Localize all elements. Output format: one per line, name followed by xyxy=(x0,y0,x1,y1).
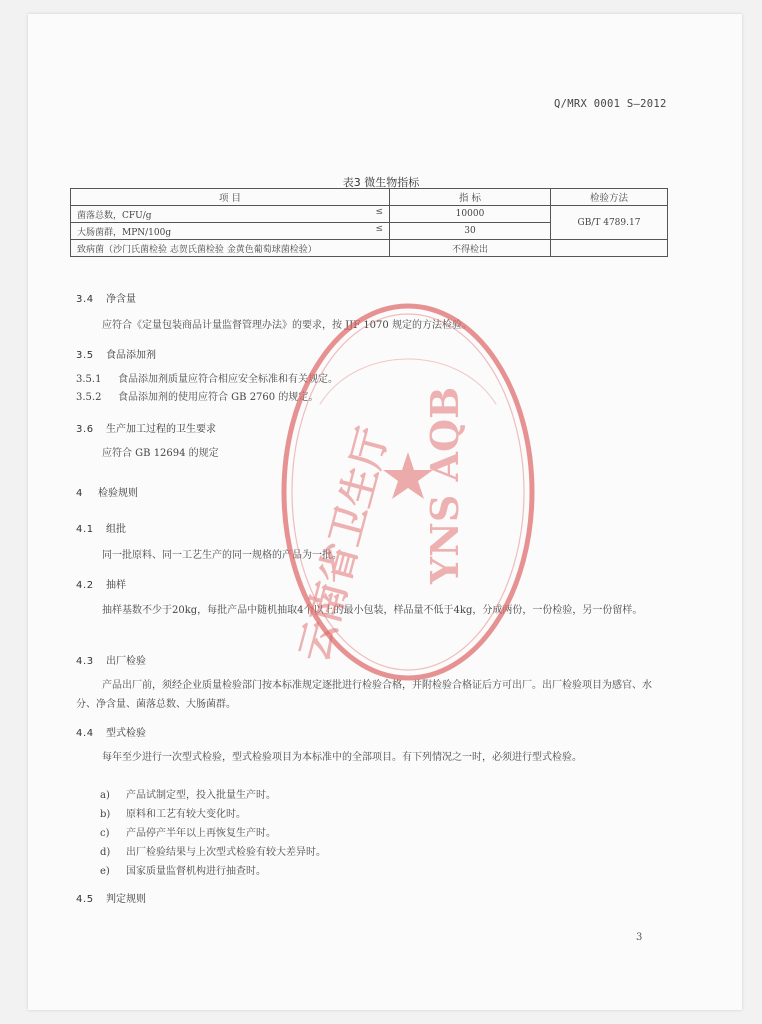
section-heading-4-3: 4.3 出厂检验 xyxy=(76,656,146,667)
section-heading-4-2: 4.2 抽样 xyxy=(76,580,126,591)
list-item: b) 原料和工艺有较大变化时。 xyxy=(100,809,246,820)
list-item: d) 出厂检验结果与上次型式检验有较大差异时。 xyxy=(100,847,326,858)
list-item: e) 国家质量监督机构进行抽查时。 xyxy=(100,866,266,877)
section-heading-4-4: 4.4 型式检验 xyxy=(76,728,146,739)
table-cell-empty xyxy=(551,240,668,257)
section-heading-4: 4 检验规则 xyxy=(76,488,138,499)
section-text-4-4: 每年至少进行一次型式检验，型式检验项目为本标准中的全部项目。有下列情况之一时，必须进行型式检验。 xyxy=(102,752,582,763)
table-header-row xyxy=(71,189,668,206)
section-heading-4-5: 4.5 判定规则 xyxy=(76,894,146,905)
table-row xyxy=(71,206,668,223)
section-text-4-2: 抽样基数不少于20kg，每批产品中随机抽取4个以上的最小包装，样品量不低于4kg，分成两份，一份检验，另一份留样。 xyxy=(102,605,643,616)
table-cell-value: 10000 xyxy=(390,206,551,223)
table-cell-value: 30 xyxy=(390,223,551,240)
table-row xyxy=(71,240,668,257)
item-name: 大肠菌群，MPN/100g xyxy=(77,227,172,238)
standard-code: Q/MRX 0001 S—2012 xyxy=(554,98,667,110)
item-name: 致病菌（沙门氏菌检验 志贺氏菌检验 金黄色葡萄球菌检验） xyxy=(77,244,317,255)
table-cell-item xyxy=(71,240,390,257)
section-text-4-3: 产品出厂前，须经企业质量检验部门按本标准规定逐批进行检验合格，并附检验合格证后方可出厂。出厂检验项目为感官、水分、净含量、菌落总数、大肠菌群。 xyxy=(76,680,652,710)
section-text-3-6: 应符合 GB 12694 的规定 xyxy=(102,448,219,459)
microbiological-spec-table xyxy=(70,188,668,257)
clause-3-5-2: 3.5.2 食品添加剂的使用应符合 GB 2760 的规定。 xyxy=(76,392,319,403)
table-cell-item xyxy=(71,206,390,223)
section-heading-3-6: 3.6 生产加工过程的卫生要求 xyxy=(76,424,216,435)
table-title: 表3 微生物指标 xyxy=(342,176,420,189)
table-cell-item xyxy=(71,223,390,240)
column-header-item: 项 目 xyxy=(71,189,390,206)
column-header-index: 指 标 xyxy=(390,189,551,206)
official-seal-stamp xyxy=(268,284,548,704)
item-name: 菌落总数，CFU/g xyxy=(77,210,152,221)
list-item: c) 产品停产半年以上再恢复生产时。 xyxy=(100,828,276,839)
svg-text:YNS AQB: YNS AQB xyxy=(422,386,467,584)
column-header-method: 检验方法 xyxy=(551,189,668,206)
section-text-4-1: 同一批原料、同一工艺生产的同一规格的产品为一批。 xyxy=(102,550,342,561)
item-sign: ≤ xyxy=(375,207,383,217)
table-cell-method: GB/T 4789.17 xyxy=(551,206,668,240)
item-sign: ≤ xyxy=(375,224,383,234)
svg-text:云南省卫生厅: 云南省卫生厅 xyxy=(290,422,398,667)
section-text-3-4: 应符合《定量包装商品计量监督管理办法》的要求，按 JJF 1070 规定的方法检验。 xyxy=(102,320,472,331)
clause-3-5-1: 3.5.1 食品添加剂质量应符合相应安全标准和有关规定。 xyxy=(76,374,338,385)
page-number: 3 xyxy=(636,932,643,943)
section-heading-3-5: 3.5 食品添加剂 xyxy=(76,350,156,361)
section-heading-4-1: 4.1 组批 xyxy=(76,524,126,535)
list-item: a) 产品试制定型，投入批量生产时。 xyxy=(100,790,276,801)
table-cell-value: 不得检出 xyxy=(390,240,551,257)
section-heading-3-4: 3.4 净含量 xyxy=(76,294,136,305)
